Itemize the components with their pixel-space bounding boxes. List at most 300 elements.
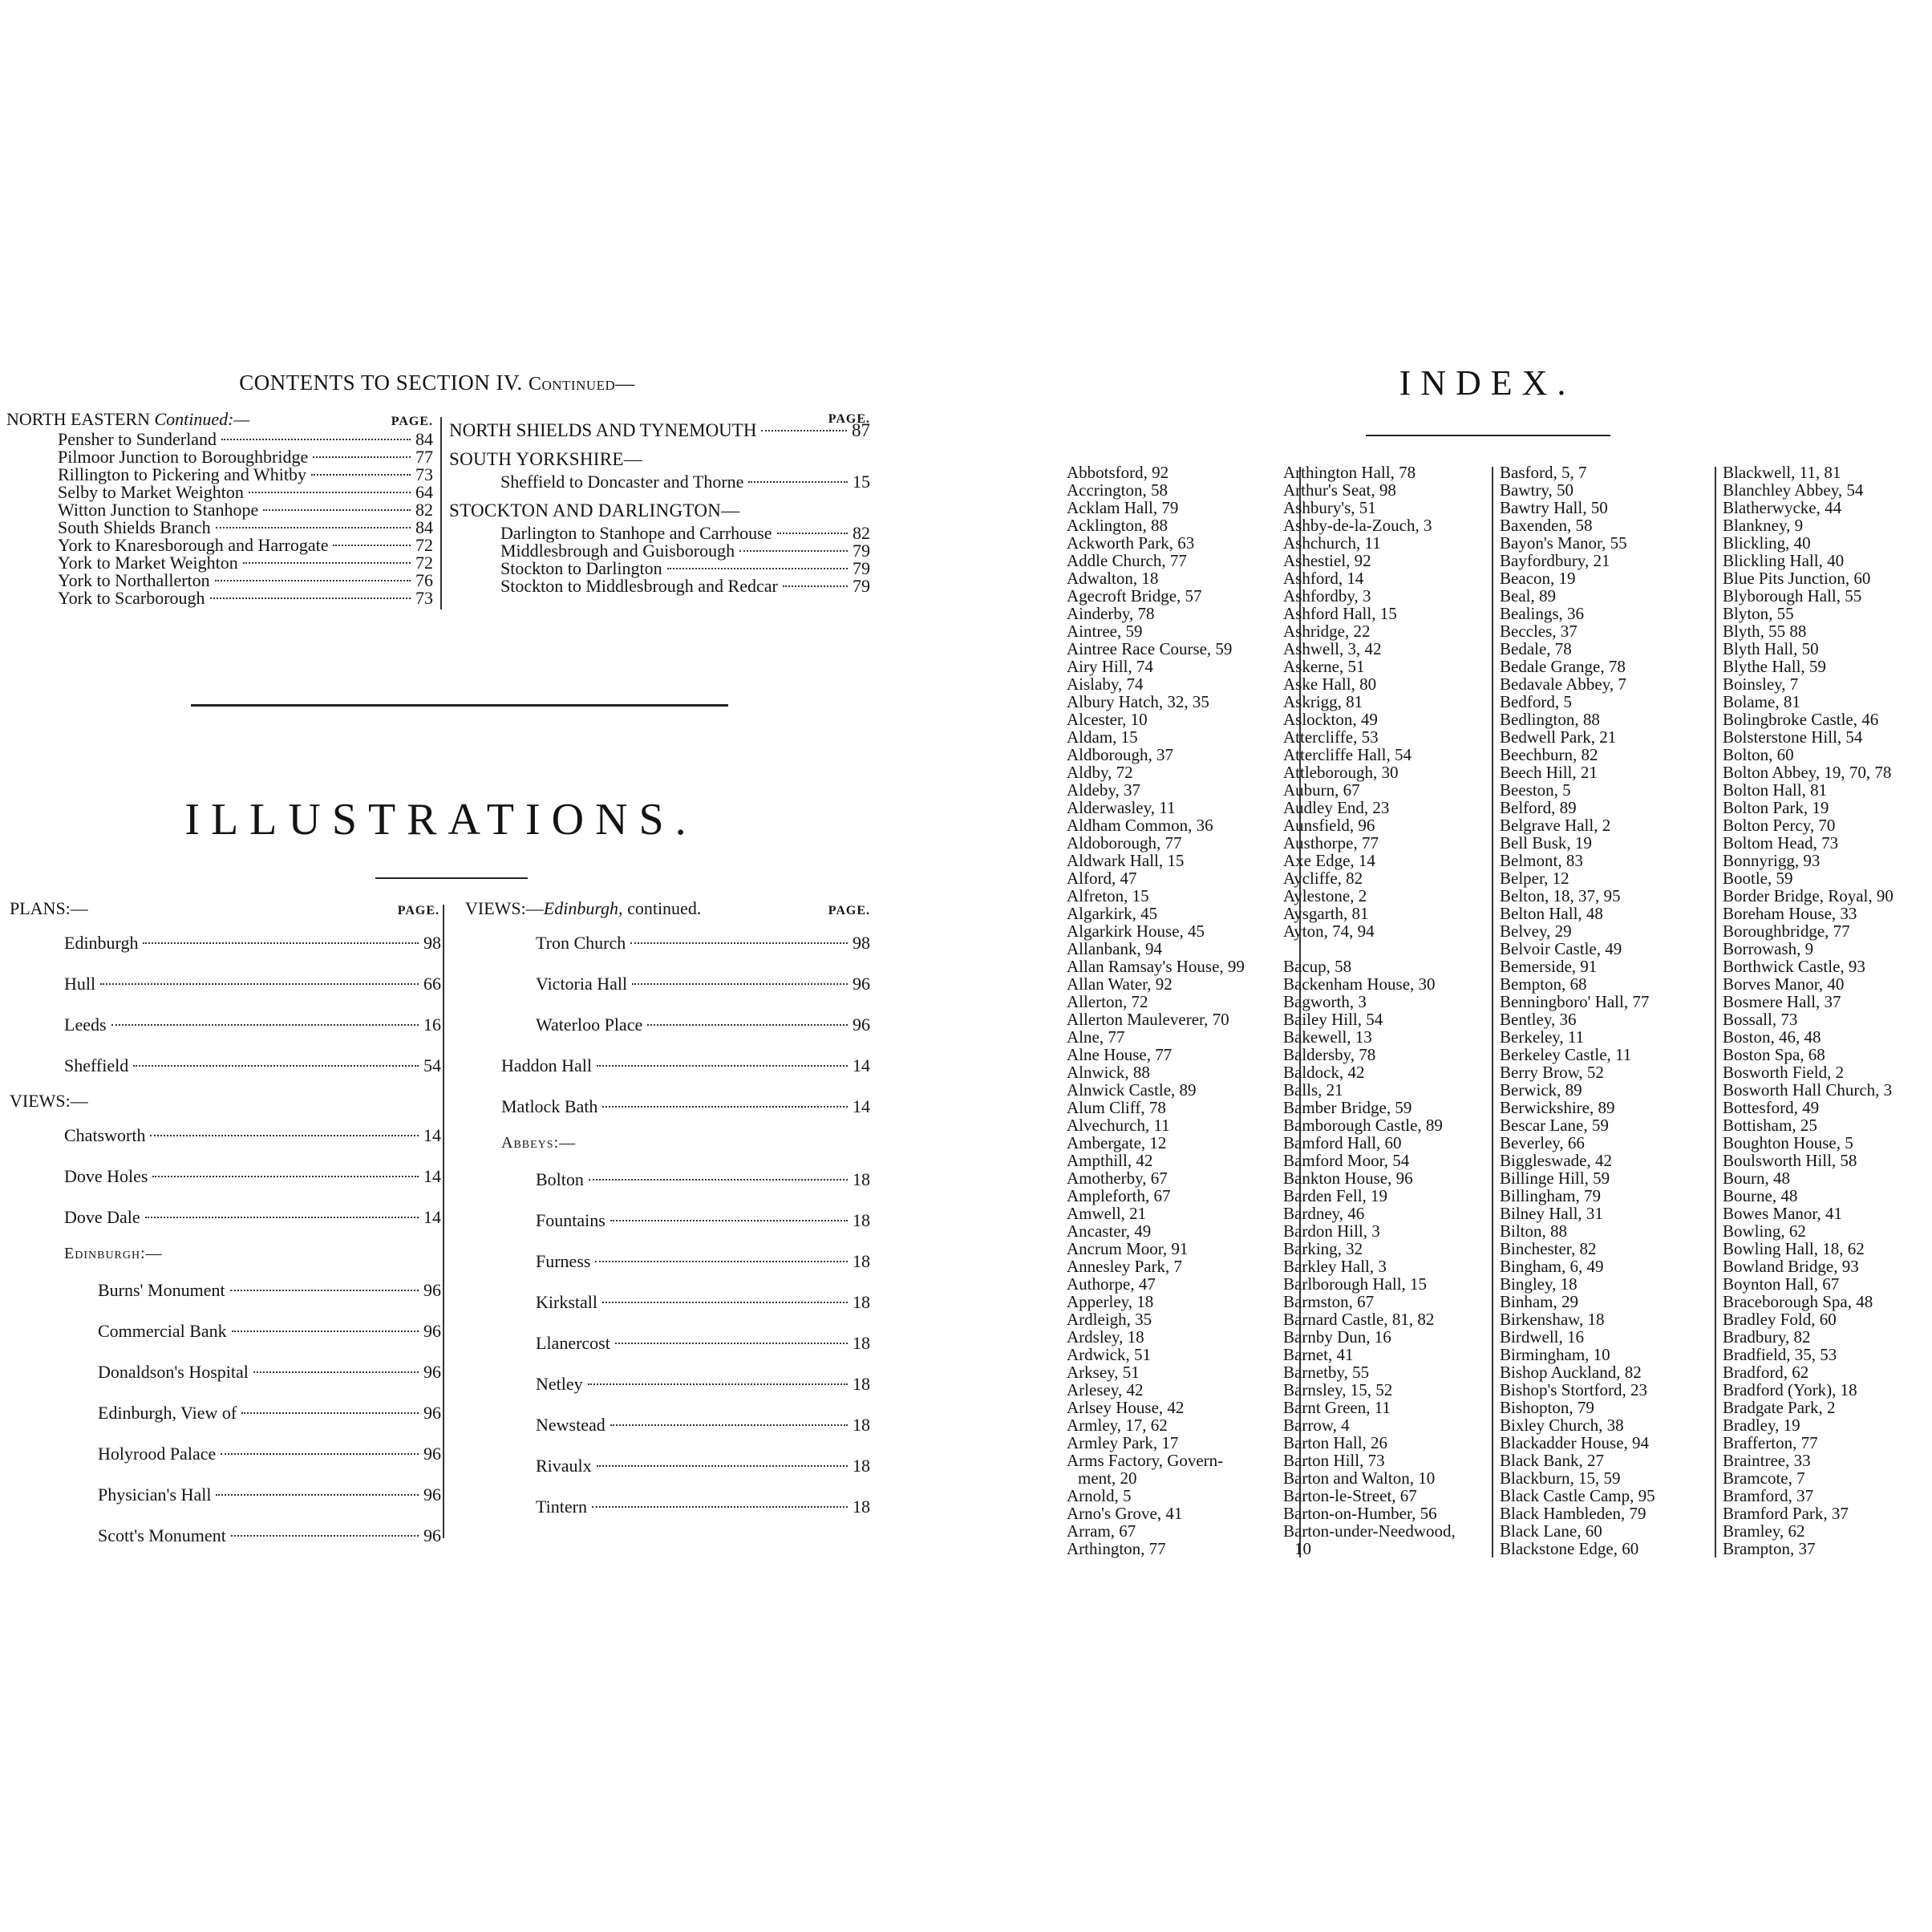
index-entry: Barton and Walton, 10 <box>1283 1468 1436 1488</box>
entry-row <box>10 963 441 1004</box>
index-entry: Braintree, 33 <box>1723 1451 1811 1470</box>
index-entry: Basford, 5, 7 <box>1500 463 1587 482</box>
index-entry: Armley, 17, 62 <box>1067 1416 1168 1435</box>
plans-list <box>10 922 441 1086</box>
entry-page-number: 98 <box>423 933 441 953</box>
index-entry: Binchester, 82 <box>1500 1239 1597 1258</box>
index-entry: Ashford, 14 <box>1283 569 1364 588</box>
index-entry: Alfreton, 15 <box>1067 886 1149 905</box>
index-entry: Barton Hill, 73 <box>1283 1451 1385 1470</box>
entry-title: Netley <box>536 1374 583 1394</box>
index-entry: Bedavale Abbey, 7 <box>1500 674 1626 694</box>
entry-row <box>6 431 433 448</box>
contents-right-column <box>449 411 870 595</box>
index-entry: Bolton Abbey, 19, 70, 78 <box>1723 763 1892 782</box>
index-entry: Benningboro' Hall, 77 <box>1500 992 1650 1011</box>
index-entry: Barton-le-Street, 67 <box>1283 1486 1417 1505</box>
contents-left-list <box>6 431 433 607</box>
contents-page-header: PAGE. <box>391 415 433 428</box>
index-entry: Attleborough, 30 <box>1283 763 1399 782</box>
entry-row <box>449 525 870 542</box>
index-entry: Border Bridge, Royal, 90 <box>1723 886 1894 905</box>
index-entry: Airy Hill, 74 <box>1067 657 1153 676</box>
index-entry: Bottisham, 25 <box>1723 1116 1817 1135</box>
index-entry: Aldwark Hall, 15 <box>1067 851 1185 870</box>
index-entry: Barton-on-Humber, 56 <box>1283 1504 1437 1523</box>
index-entry: Aintree, 59 <box>1067 622 1143 641</box>
index-column-4 <box>1723 464 1930 1557</box>
index-entry: Billinge Hill, 59 <box>1500 1169 1610 1188</box>
index-entry: Boughton House, 5 <box>1723 1133 1853 1152</box>
contents-page-number: 87 <box>852 420 870 440</box>
illustrations-right-column <box>465 898 870 1527</box>
entry-title: Rillington to Pickering and Whitby <box>58 464 307 484</box>
index-entry: Brampton, 37 <box>1723 1539 1816 1558</box>
entry-page-number: 73 <box>415 588 433 608</box>
index-entry: Baldersby, 78 <box>1283 1045 1376 1064</box>
index-entry: Ashford Hall, 15 <box>1283 604 1397 623</box>
entry-page-number: 96 <box>423 1403 441 1423</box>
index-entry: Bingham, 6, 49 <box>1500 1257 1604 1276</box>
dot-leader <box>632 983 848 985</box>
dot-leader <box>610 1424 848 1426</box>
entry-title: Edinburgh <box>64 933 139 953</box>
index-entry: Ackworth Park, 63 <box>1067 533 1195 553</box>
index-column-divider <box>1715 467 1716 1557</box>
entry-page-number: 79 <box>853 558 870 578</box>
dot-leader <box>783 585 848 587</box>
index-entry: Ashridge, 22 <box>1283 622 1371 641</box>
index-entry: Barton Hall, 26 <box>1283 1433 1388 1452</box>
views-continued-italic: Edinburgh, <box>543 898 623 918</box>
entry-row <box>465 1282 870 1322</box>
index-entry: Barrow, 4 <box>1283 1416 1350 1435</box>
entry-row <box>6 572 433 589</box>
entry-title: Middlesbrough and Guisborough <box>500 541 735 561</box>
index-entry: Abbotsford, 92 <box>1067 463 1169 482</box>
dot-leader <box>647 1024 848 1026</box>
index-entry: Aslockton, 49 <box>1283 710 1378 729</box>
index-entry: Beverley, 66 <box>1500 1133 1585 1152</box>
index-entry: Berwick, 89 <box>1500 1080 1582 1100</box>
contents-left-column <box>6 411 433 607</box>
index-entry: Ardleigh, 35 <box>1067 1310 1152 1329</box>
abbeys-heading: Abbeys:— <box>501 1134 577 1152</box>
index-entry: Algarkirk House, 45 <box>1067 921 1205 941</box>
index-entry: Addle Church, 77 <box>1067 551 1187 570</box>
index-entry: Alum Cliff, 78 <box>1067 1098 1166 1117</box>
dot-leader <box>592 1506 848 1508</box>
contents-row <box>449 422 870 439</box>
index-entry: Balls, 21 <box>1283 1080 1343 1100</box>
entry-page-number: 79 <box>853 541 870 561</box>
index-entry: Barnard Castle, 81, 82 <box>1283 1310 1435 1329</box>
index-entry: Blackadder House, 94 <box>1500 1433 1650 1452</box>
illustrations-page-header: PAGE. <box>397 904 439 917</box>
contents-section-south-yorkshire: SOUTH YORKSHIRE— <box>449 449 642 469</box>
index-entry: Alvechurch, 11 <box>1067 1116 1170 1135</box>
contents-section-north-shields: NORTH SHIELDS AND TYNEMOUTH <box>449 420 757 440</box>
index-entry: Allan Ramsay's House, 99 <box>1067 957 1245 976</box>
index-title: INDEX. <box>1399 363 1576 403</box>
dot-leader <box>597 1065 848 1067</box>
entry-title: Selby to Market Weighton <box>58 482 244 502</box>
index-entry: Ampleforth, 67 <box>1067 1186 1171 1205</box>
entry-row <box>465 1086 870 1127</box>
dot-leader <box>143 942 419 944</box>
contents-section-stockton: STOCKTON AND DARLINGTON— <box>449 500 740 520</box>
index-entry: Blyth Hall, 50 <box>1723 639 1819 658</box>
index-entry: Armley Park, 17 <box>1067 1433 1179 1452</box>
index-entry: Bottesford, 49 <box>1723 1098 1820 1117</box>
entry-title: Rivaulx <box>536 1456 592 1476</box>
dot-leader <box>777 533 849 534</box>
dot-leader <box>150 1135 419 1136</box>
entry-page-number: 18 <box>853 1251 870 1271</box>
index-entry: Bacup, 58 <box>1283 957 1352 976</box>
entry-title: Darlington to Stanhope and Carrhouse <box>500 523 772 543</box>
abbeys-list <box>465 1159 870 1527</box>
index-entry: Beechburn, 82 <box>1500 745 1598 764</box>
other-views-list <box>465 1045 870 1127</box>
entry-row <box>465 922 870 963</box>
index-entry: Arthur's Seat, 98 <box>1283 480 1396 500</box>
index-entry: Attercliffe Hall, 54 <box>1283 745 1412 764</box>
entry-title: Llanercost <box>536 1333 610 1353</box>
index-entry: Bankton House, 96 <box>1283 1169 1413 1188</box>
index-entry: Beech Hill, 21 <box>1500 763 1598 782</box>
entry-page-number: 72 <box>415 535 433 555</box>
dot-leader <box>221 1453 419 1455</box>
entry-row <box>10 1115 441 1156</box>
index-entry: Bayfordbury, 21 <box>1500 551 1610 570</box>
index-column-3 <box>1500 464 1712 1557</box>
entry-title: Leeds <box>64 1015 107 1035</box>
entry-row <box>6 589 433 607</box>
dot-leader <box>210 597 411 599</box>
dot-leader <box>311 474 411 476</box>
index-entry: Alford, 47 <box>1067 869 1137 888</box>
views-continued-heading: VIEWS:— <box>465 898 544 918</box>
index-entry: Belton, 18, 37, 95 <box>1500 886 1621 905</box>
entry-page-number: 18 <box>853 1169 870 1189</box>
index-entry: Bawtry, 50 <box>1500 480 1574 500</box>
index-entry: Barnsley, 15, 52 <box>1283 1380 1393 1399</box>
index-entry: Alcester, 10 <box>1067 710 1148 729</box>
index-entry: Ainderby, 78 <box>1067 604 1155 623</box>
index-entry: Boston Spa, 68 <box>1723 1045 1825 1064</box>
index-entry: Boinsley, 7 <box>1723 674 1799 694</box>
dot-leader <box>215 580 411 581</box>
entry-page-number: 64 <box>415 482 433 502</box>
index-entry: Blickling, 40 <box>1723 533 1811 553</box>
entry-page-number: 18 <box>853 1292 870 1312</box>
index-entry: Ashby-de-la-Zouch, 3 <box>1283 516 1432 535</box>
index-column-2 <box>1283 464 1508 1557</box>
index-entry: Bolton Percy, 70 <box>1723 816 1836 835</box>
index-title-rule <box>1366 435 1610 436</box>
index-entry: Blanchley Abbey, 54 <box>1723 480 1864 500</box>
index-entry: Ancaster, 49 <box>1067 1221 1152 1241</box>
entry-title: York to Knaresborough and Harrogate <box>58 535 329 555</box>
entry-page-number: 96 <box>423 1280 441 1300</box>
dot-leader <box>602 1302 848 1303</box>
contents-south-yorkshire-list <box>449 473 870 491</box>
index-entry: Allerton, 72 <box>1067 992 1148 1011</box>
index-entry: Ardsley, 18 <box>1067 1327 1144 1347</box>
index-entry: Agecroft Bridge, 57 <box>1067 586 1202 606</box>
index-entry: Bolton Hall, 81 <box>1723 780 1828 800</box>
illustrations-title-rule <box>375 877 528 879</box>
index-entry: Barnt Green, 11 <box>1283 1398 1391 1417</box>
right-page <box>1043 0 1932 1932</box>
index-entry: Bossall, 73 <box>1723 1010 1798 1029</box>
index-entry: Boulsworth Hill, 58 <box>1723 1151 1857 1170</box>
edinburgh-heading: Edinburgh:— <box>64 1245 163 1262</box>
entry-page-number: 96 <box>423 1525 441 1545</box>
entry-page-number: 84 <box>415 429 433 449</box>
index-entry: Belford, 89 <box>1500 798 1577 817</box>
dot-leader <box>243 562 411 564</box>
index-entry: Belper, 12 <box>1500 869 1569 888</box>
index-entry: Algarkirk, 45 <box>1067 904 1158 923</box>
index-entry: Borthwick Castle, 93 <box>1723 957 1865 976</box>
contents-title-continued: Continued— <box>528 374 635 395</box>
index-entry: Aintree Race Course, 59 <box>1067 639 1233 658</box>
index-entry: Bradford, 62 <box>1723 1363 1809 1382</box>
entry-row <box>6 537 433 554</box>
index-entry: Alnwick Castle, 89 <box>1067 1080 1197 1100</box>
index-entry: Aldam, 15 <box>1067 727 1138 747</box>
dot-leader <box>241 1412 419 1414</box>
entry-page-number: 96 <box>423 1362 441 1382</box>
entry-title: Waterloo Place <box>536 1015 643 1035</box>
entry-page-number: 18 <box>853 1456 870 1476</box>
index-entry: Bescar Lane, 59 <box>1500 1116 1609 1135</box>
index-entry: Allerton Mauleverer, 70 <box>1067 1010 1229 1029</box>
entry-title: Stockton to Darlington <box>500 558 662 578</box>
index-letter-gap <box>1283 940 1508 958</box>
index-entry: Boston, 46, 48 <box>1723 1027 1821 1047</box>
index-entry: Bowling Hall, 18, 62 <box>1723 1239 1865 1258</box>
index-entry: Bilton, 88 <box>1500 1221 1568 1241</box>
plans-heading: PLANS:— <box>10 898 88 918</box>
dot-leader <box>761 430 847 431</box>
entry-title: Sheffield to Doncaster and Thorne <box>500 472 744 492</box>
entry-row <box>465 1159 870 1200</box>
index-entry: Aldham Common, 36 <box>1067 816 1213 835</box>
index-entry: Barnetby, 55 <box>1283 1363 1370 1382</box>
index-entry: Black Hambleden, 79 <box>1500 1504 1646 1523</box>
index-entry: Bamford Hall, 60 <box>1283 1133 1402 1152</box>
entry-page-number: 54 <box>423 1055 441 1075</box>
index-entry: Barden Fell, 19 <box>1283 1186 1388 1205</box>
entry-page-number: 84 <box>415 517 433 537</box>
index-entry: Arthington, 77 <box>1067 1539 1166 1558</box>
entry-title: Burns' Monument <box>98 1280 225 1300</box>
contents-right-page-header: PAGE. <box>828 412 870 426</box>
index-entry: Blankney, 9 <box>1723 516 1804 535</box>
index-entry: Bowland Bridge, 93 <box>1723 1257 1859 1276</box>
entry-title: Edinburgh, View of <box>98 1403 237 1423</box>
dot-leader <box>232 1331 419 1332</box>
entry-row <box>10 1045 441 1086</box>
index-entry: Boroughbridge, 77 <box>1723 921 1850 941</box>
dot-leader <box>597 1465 848 1467</box>
dot-leader <box>630 942 848 944</box>
index-entry: Acklington, 88 <box>1067 516 1168 535</box>
index-entry: Barmston, 67 <box>1283 1292 1375 1311</box>
index-entry: Berkeley Castle, 11 <box>1500 1045 1632 1064</box>
index-entry: Biggleswade, 42 <box>1500 1151 1612 1170</box>
index-entry: Berwickshire, 89 <box>1500 1098 1615 1117</box>
index-entry: Audley End, 23 <box>1283 798 1390 817</box>
index-entry: Bealings, 36 <box>1500 604 1584 623</box>
index-entry: Bootle, 59 <box>1723 869 1793 888</box>
index-entry: Auburn, 67 <box>1283 780 1360 800</box>
index-column-1 <box>1067 464 1295 1557</box>
entry-row <box>10 1515 441 1556</box>
index-entry: Bayon's Manor, 55 <box>1500 533 1627 553</box>
index-entry: Aldborough, 37 <box>1067 745 1173 764</box>
entry-title: Furness <box>536 1251 591 1271</box>
index-entry: Bakewell, 13 <box>1283 1027 1372 1047</box>
index-entry: Blatherwycke, 44 <box>1723 498 1842 517</box>
index-entry: Amotherby, 67 <box>1067 1169 1168 1188</box>
illustrations-right-page-header: PAGE. <box>828 904 870 917</box>
index-entry: Blyborough Hall, 55 <box>1723 586 1862 606</box>
entry-page-number: 96 <box>853 974 870 994</box>
index-entry: Ancrum Moor, 91 <box>1067 1239 1189 1258</box>
index-entry: Bishopton, 79 <box>1500 1398 1594 1417</box>
dot-leader <box>152 1176 419 1177</box>
index-entry: Bolton, 60 <box>1723 745 1794 764</box>
edinburgh-continued-list <box>465 922 870 1045</box>
entry-title: Haddon Hall <box>501 1055 593 1075</box>
entry-page-number: 98 <box>853 933 870 953</box>
index-entry: Blythe Hall, 59 <box>1723 657 1826 676</box>
entry-title: Witton Junction to Stanhope <box>58 500 259 520</box>
entry-row <box>465 963 870 1004</box>
index-entry: Bishop's Stortford, 23 <box>1500 1380 1648 1399</box>
dot-leader <box>249 492 411 493</box>
entry-page-number: 18 <box>853 1497 870 1517</box>
entry-row <box>10 1004 441 1045</box>
index-entry: Bailey Hill, 54 <box>1283 1010 1383 1029</box>
entry-title: Commercial Bank <box>98 1321 227 1341</box>
entry-title: York to Northallerton <box>58 570 210 590</box>
entry-row <box>465 1045 870 1086</box>
index-entry: Bagworth, 3 <box>1283 992 1367 1011</box>
entry-title: Matlock Bath <box>501 1096 598 1116</box>
entry-title: Kirkstall <box>536 1292 597 1312</box>
entry-row <box>465 1363 870 1404</box>
entry-title: Pensher to Sunderland <box>58 429 217 449</box>
entry-row <box>449 473 870 491</box>
index-entry: Bardney, 46 <box>1283 1204 1365 1223</box>
entry-row <box>465 1404 870 1445</box>
index-entry: Bempton, 68 <box>1500 974 1587 994</box>
index-entry: Axe Edge, 14 <box>1283 851 1375 870</box>
index-entry: Birkenshaw, 18 <box>1500 1310 1605 1329</box>
index-entry: Bamford Moor, 54 <box>1283 1151 1410 1170</box>
entry-row <box>10 1197 441 1237</box>
index-entry: Bolingbroke Castle, 46 <box>1723 710 1879 729</box>
index-entry: Ashfordby, 3 <box>1283 586 1371 606</box>
dot-leader <box>602 1106 848 1108</box>
index-entry: Borves Manor, 40 <box>1723 974 1845 994</box>
dot-leader <box>588 1383 848 1385</box>
contents-column-divider <box>440 417 442 610</box>
entry-page-number: 77 <box>415 447 433 467</box>
index-entry: Apperley, 18 <box>1067 1292 1154 1311</box>
entry-page-number: 18 <box>853 1374 870 1394</box>
illustrations-title: ILLUSTRATIONS. <box>184 795 698 844</box>
index-entry: Bolame, 81 <box>1723 692 1800 711</box>
entry-title: Hull <box>64 974 96 994</box>
index-entry: Ashestiel, 92 <box>1283 551 1371 570</box>
dot-leader <box>667 568 848 569</box>
index-entry: Aldoborough, 77 <box>1067 833 1182 853</box>
entry-row <box>465 1200 870 1241</box>
entry-row <box>465 1004 870 1045</box>
entry-page-number: 72 <box>415 553 433 573</box>
index-entry: Backenham House, 30 <box>1283 974 1436 994</box>
entry-page-number: 79 <box>853 576 870 596</box>
entry-page-number: 14 <box>423 1166 441 1186</box>
index-entry: Austhorpe, 77 <box>1283 833 1379 853</box>
entry-page-number: 18 <box>853 1210 870 1230</box>
index-entry: Ashbury's, 51 <box>1283 498 1376 517</box>
entry-page-number: 66 <box>423 974 441 994</box>
index-entry: Arksey, 51 <box>1067 1363 1140 1382</box>
dot-leader <box>231 1535 419 1537</box>
index-entry: Beal, 89 <box>1500 586 1556 606</box>
entry-page-number: 16 <box>423 1015 441 1035</box>
index-entry: Arlsey House, 42 <box>1067 1398 1185 1417</box>
section-rule <box>191 704 728 707</box>
entry-row <box>6 519 433 537</box>
contents-stockton-list <box>449 525 870 595</box>
index-entry: Barton-under-Needwood, <box>1283 1521 1456 1541</box>
entry-row <box>6 501 433 519</box>
entry-row <box>449 577 870 595</box>
entry-title: Scott's Monument <box>98 1525 226 1545</box>
entry-page-number: 76 <box>415 570 433 590</box>
index-entry: Adwalton, 18 <box>1067 569 1159 588</box>
entry-row <box>465 1241 870 1282</box>
index-entry: Bramley, 62 <box>1723 1521 1805 1541</box>
index-entry: Birmingham, 10 <box>1500 1345 1610 1364</box>
dot-leader <box>263 509 411 511</box>
index-entry: Bawtry Hall, 50 <box>1500 498 1608 517</box>
entry-row <box>465 1486 870 1527</box>
illustrations-column-divider <box>443 905 444 1538</box>
index-entry: Boltom Head, 73 <box>1723 833 1839 853</box>
index-entry: Bedale Grange, 78 <box>1500 657 1626 676</box>
views-heading: VIEWS:— <box>10 1091 88 1111</box>
index-entry: Ampthill, 42 <box>1067 1151 1153 1170</box>
dot-leader <box>253 1371 419 1373</box>
index-entry: Arlesey, 42 <box>1067 1380 1144 1399</box>
views-continued-suffix: continued. <box>627 898 702 918</box>
index-entry: Blackstone Edge, 60 <box>1500 1539 1639 1558</box>
entry-row <box>465 1322 870 1363</box>
entry-row <box>6 484 433 501</box>
index-entry: Belgrave Hall, 2 <box>1500 816 1611 835</box>
index-entry: Bowes Manor, 41 <box>1723 1204 1843 1223</box>
entry-title: York to Market Weighton <box>58 553 238 573</box>
